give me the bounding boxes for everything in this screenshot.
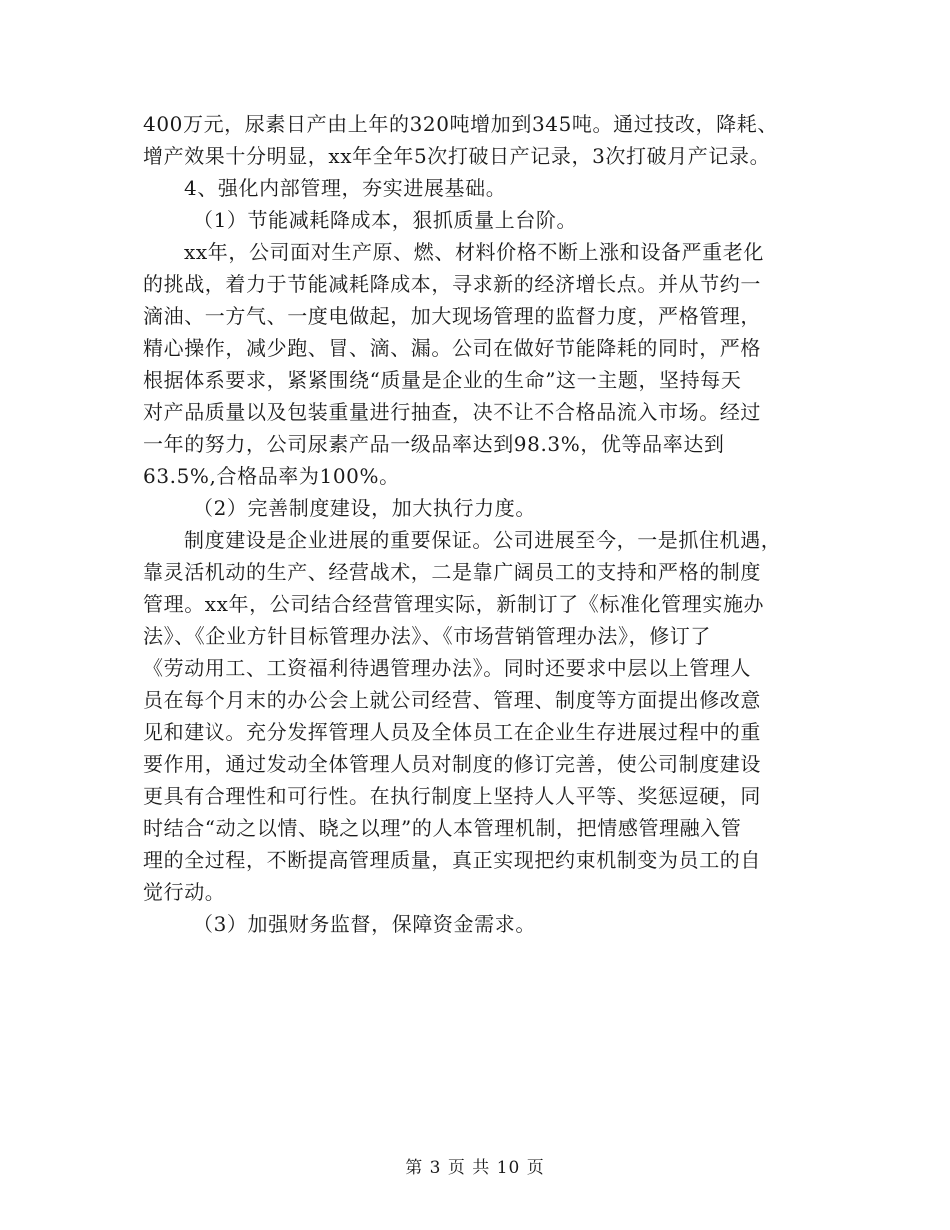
subsection-heading: （2）完善制度建设，加大执行力度。 <box>193 496 536 520</box>
text-line: 制度建设是企业进展的重要保证。公司进展至今，一是抓住机遇， <box>184 528 782 552</box>
text-line: 对产品质量以及包装重量进行抽查，决不让不合格品流入市场。经过 <box>143 400 761 424</box>
text-line: 靠灵活机动的生产、经营战术，二是靠广阔员工的支持和严格的制度 <box>143 560 761 584</box>
text-line: xx年，公司面对生产原、燃、材料价格不断上涨和设备严重老化 <box>184 240 764 264</box>
text-line: 时结合“动之以情、晓之以理”的人本管理机制，把情感管理融入管 <box>143 816 742 840</box>
text-line: 滴油、一方气、一度电做起，加大现场管理的监督力度，严格管理， <box>143 304 761 328</box>
text-line: 精心操作，减少跑、冒、滴、漏。公司在做好节能降耗的同时，严格 <box>143 336 761 360</box>
text-line: 的挑战，着力于节能减耗降成本，寻求新的经济增长点。并从节约一 <box>143 272 761 296</box>
text-line: 400万元，尿素日产由上年的320吨增加到345吨。通过技改，降耗、 <box>143 112 778 136</box>
text-line: 根据体系要求，紧紧围绕“质量是企业的生命”这一主题，坚持每天 <box>143 368 742 392</box>
text-line: 63.5%,合格品率为100%。 <box>143 464 400 488</box>
text-line: 一年的努力，公司尿素产品一级品率达到98.3%，优等品率达到 <box>143 432 725 456</box>
text-line: 管理。xx年，公司结合经营管理实际，新制订了《标准化管理实施办 <box>143 592 765 616</box>
text-line: 增产效果十分明显，xx年全年5次打破日产记录，3次打破月产记录。 <box>143 144 771 168</box>
section-heading: 4、强化内部管理，夯实进展基础。 <box>184 176 507 200</box>
subsection-heading: （3）加强财务监督，保障资金需求。 <box>193 912 536 936</box>
text-line: 见和建议。充分发挥管理人员及全体员工在企业生存进展过程中的重 <box>143 720 761 744</box>
text-line: 员在每个月末的办公会上就公司经营、管理、制度等方面提出修改意 <box>143 688 761 712</box>
document-body <box>143 108 803 940</box>
text-line: 更具有合理性和可行性。在执行制度上坚持人人平等、奖惩逗硬，同 <box>143 784 761 808</box>
subsection-heading: （1）节能减耗降成本，狠抓质量上台阶。 <box>193 208 578 232</box>
text-line: 要作用，通过发动全体管理人员对制度的修订完善，使公司制度建设 <box>143 752 761 776</box>
text-line: 《劳动用工、工资福利待遇管理办法》。同时还要求中层以上管理人 <box>143 656 751 680</box>
text-line: 理的全过程，不断提高管理质量，真正实现把约束机制变为员工的自 <box>143 848 761 872</box>
page-number-footer: 第 3 页 共 10 页 <box>405 1158 545 1178</box>
text-line: 觉行动。 <box>143 880 226 904</box>
text-line: 法》、《企业方针目标管理办法》、《市场营销管理办法》，修订了 <box>143 624 711 648</box>
